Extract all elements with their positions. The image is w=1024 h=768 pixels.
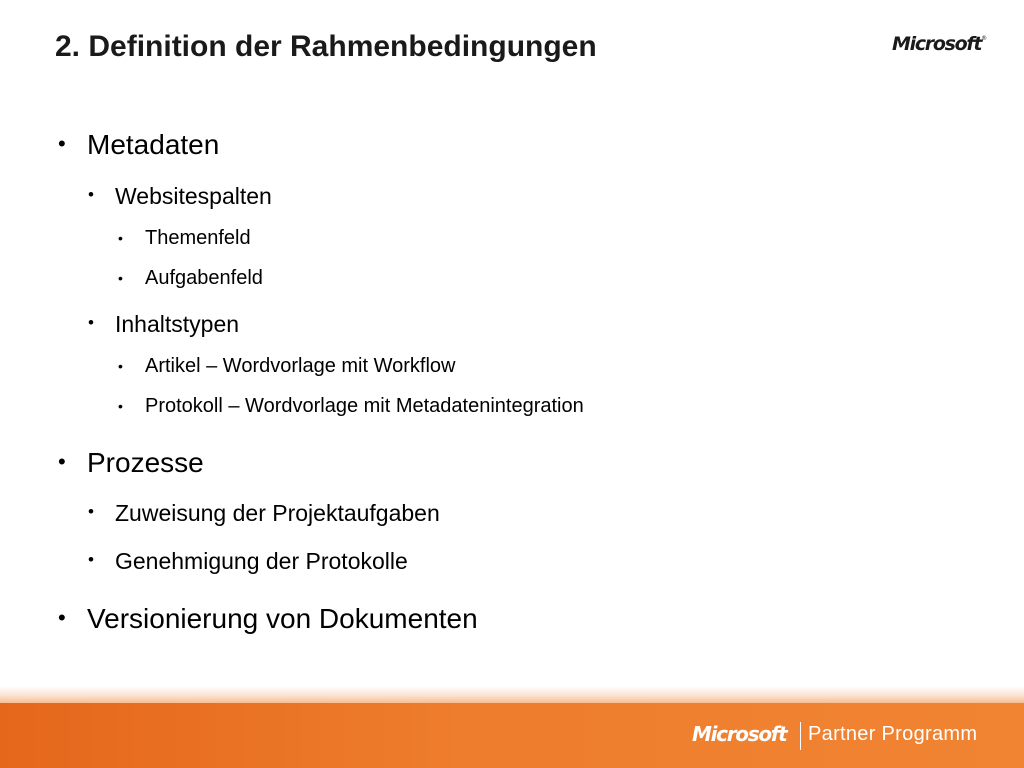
footer-program-label: Partner Programm xyxy=(808,723,978,745)
bullet-icon: • xyxy=(118,358,123,374)
footer-microsoft-logo: Microsoft xyxy=(692,722,787,746)
footer-gradient xyxy=(0,686,1024,704)
list-item-text: Genehmigung der Protokolle xyxy=(115,548,408,574)
bullet-icon: • xyxy=(88,185,94,204)
list-item-text: Artikel – Wordvorlage mit Workflow xyxy=(145,355,456,377)
bullet-icon: • xyxy=(88,502,94,521)
list-item xyxy=(58,129,219,161)
list-item-text: Themenfeld xyxy=(145,227,251,249)
microsoft-logo-text: Microsoft xyxy=(892,33,982,55)
list-item-text: Aufgabenfeld xyxy=(145,267,263,289)
list-item xyxy=(88,548,408,575)
footer-divider xyxy=(800,722,801,750)
bullet-icon: • xyxy=(118,398,123,414)
bullet-icon: • xyxy=(58,605,66,630)
list-item xyxy=(118,355,455,378)
list-item-text: Protokoll – Wordvorlage mit Metadatenintegration xyxy=(145,395,584,417)
list-item xyxy=(88,183,272,210)
list-item xyxy=(58,447,204,479)
bullet-icon: • xyxy=(118,270,123,286)
slide-title: 2. Definition der Rahmenbedingungen xyxy=(55,30,597,63)
list-item-text: Inhaltstypen xyxy=(115,311,240,337)
bullet-icon: • xyxy=(58,131,66,156)
bullet-icon: • xyxy=(58,449,66,474)
list-item-text: Zuweisung der Projektaufgaben xyxy=(115,500,440,526)
list-item xyxy=(118,267,263,290)
list-item xyxy=(118,227,251,250)
list-item-text: Metadaten xyxy=(87,129,220,160)
bullet-icon: • xyxy=(118,230,123,246)
bullet-icon: • xyxy=(88,550,94,569)
list-item-text: Versionierung von Dokumenten xyxy=(87,603,478,634)
microsoft-logo: Microsoft® xyxy=(892,33,986,55)
bullet-icon: • xyxy=(88,313,94,332)
list-item-text: Prozesse xyxy=(87,447,204,478)
list-item xyxy=(88,500,440,527)
list-item-text: Websitespalten xyxy=(115,183,272,209)
list-item xyxy=(58,603,478,635)
list-item xyxy=(118,395,584,418)
list-item xyxy=(88,311,239,338)
